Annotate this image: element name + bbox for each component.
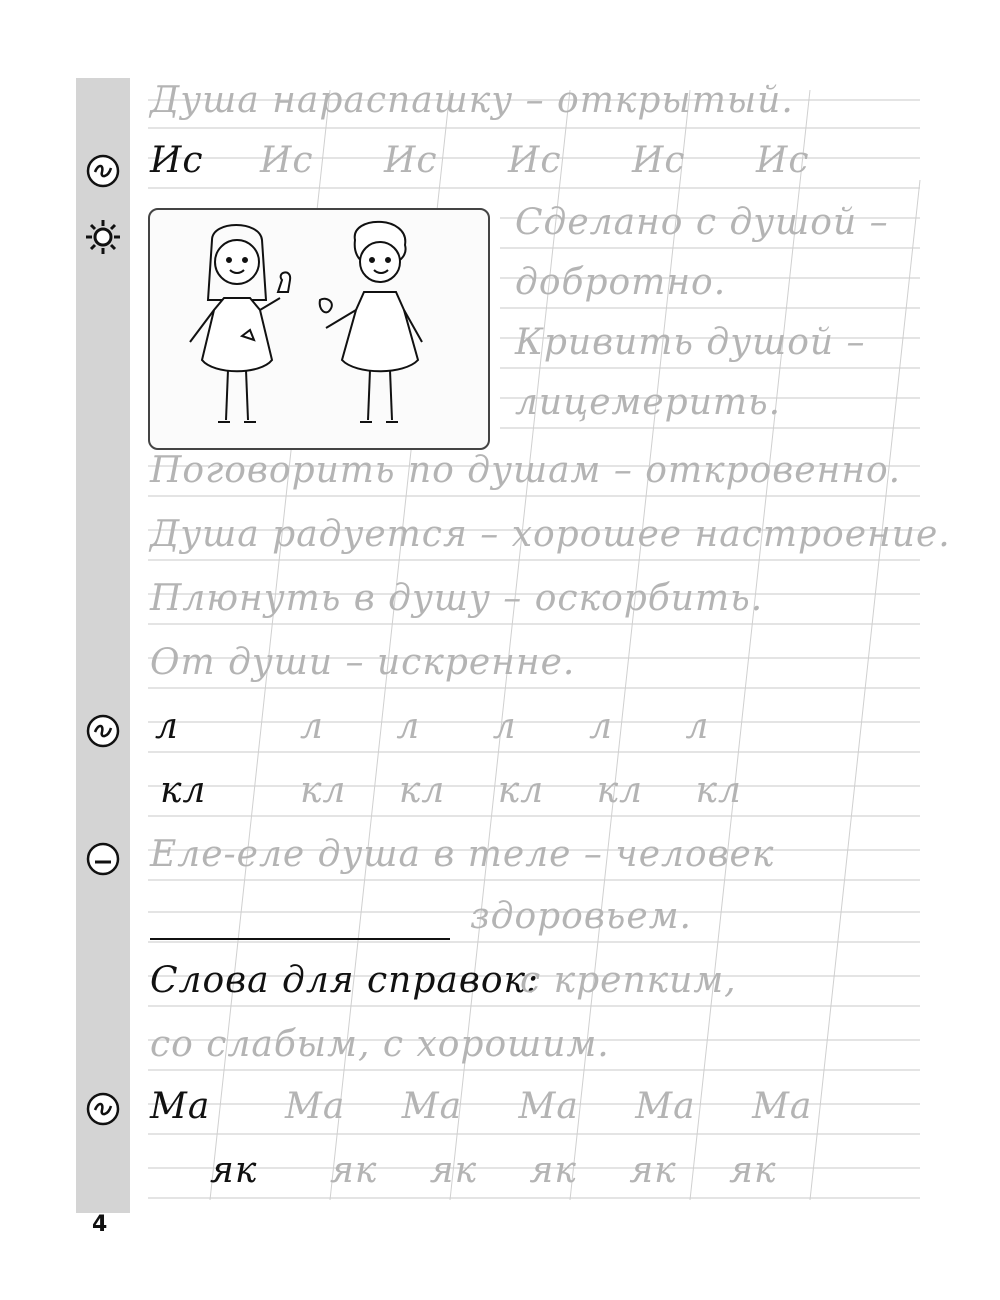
trace-letter-l: л л л л л [300,706,710,747]
pen-writing-icon [84,712,122,750]
pen-writing-icon [84,1090,122,1128]
reference-words-label: Слова для справок: [150,960,540,1001]
girls-drawing [150,210,488,448]
sample-letters-kl: кл [160,770,207,811]
trace-letters-kl: кл кл кл кл кл [300,770,742,811]
sun-icon [84,218,122,256]
text-line-5: Кривить душой – [515,322,866,363]
text-line-8: Душа радуется – хорошее настроение. [150,514,951,555]
sample-letters-ma: Ма [150,1086,211,1127]
reference-words-part-2: со слабым, с хорошим. [150,1024,610,1065]
task-icon [84,840,122,878]
trace-letters-ma: Ма Ма Ма Ма Ма [285,1086,813,1127]
text-line-10: От души – искренне. [150,642,576,683]
text-line-14: здоровьем. [470,896,692,937]
trace-letters-yak: як як як як як [330,1150,777,1191]
sample-letters-yak: як [210,1150,258,1191]
text-line-13: Еле-еле душа в теле – человек [150,834,775,875]
pen-writing-icon [84,152,122,190]
page-number: 4 [92,1212,108,1237]
reference-words-part-1: с крепким, [520,960,737,1001]
sample-letters-is: Ис [150,140,204,181]
text-line-1: Душа нараспашку – открытый. [150,80,794,121]
fill-in-blank-line [150,938,450,940]
illustration-two-girls [148,208,490,450]
text-line-7: Поговорить по душам – откровенно. [150,450,902,491]
sample-letter-l: л [155,706,179,747]
text-line-6: лицемерить. [515,382,782,423]
text-line-9: Плюнуть в душу – оскорбить. [150,578,764,619]
text-line-4: добротно. [515,262,727,303]
text-line-3: Сделано с душой – [515,202,889,243]
trace-letters-is: Ис Ис Ис Ис Ис [260,140,810,181]
